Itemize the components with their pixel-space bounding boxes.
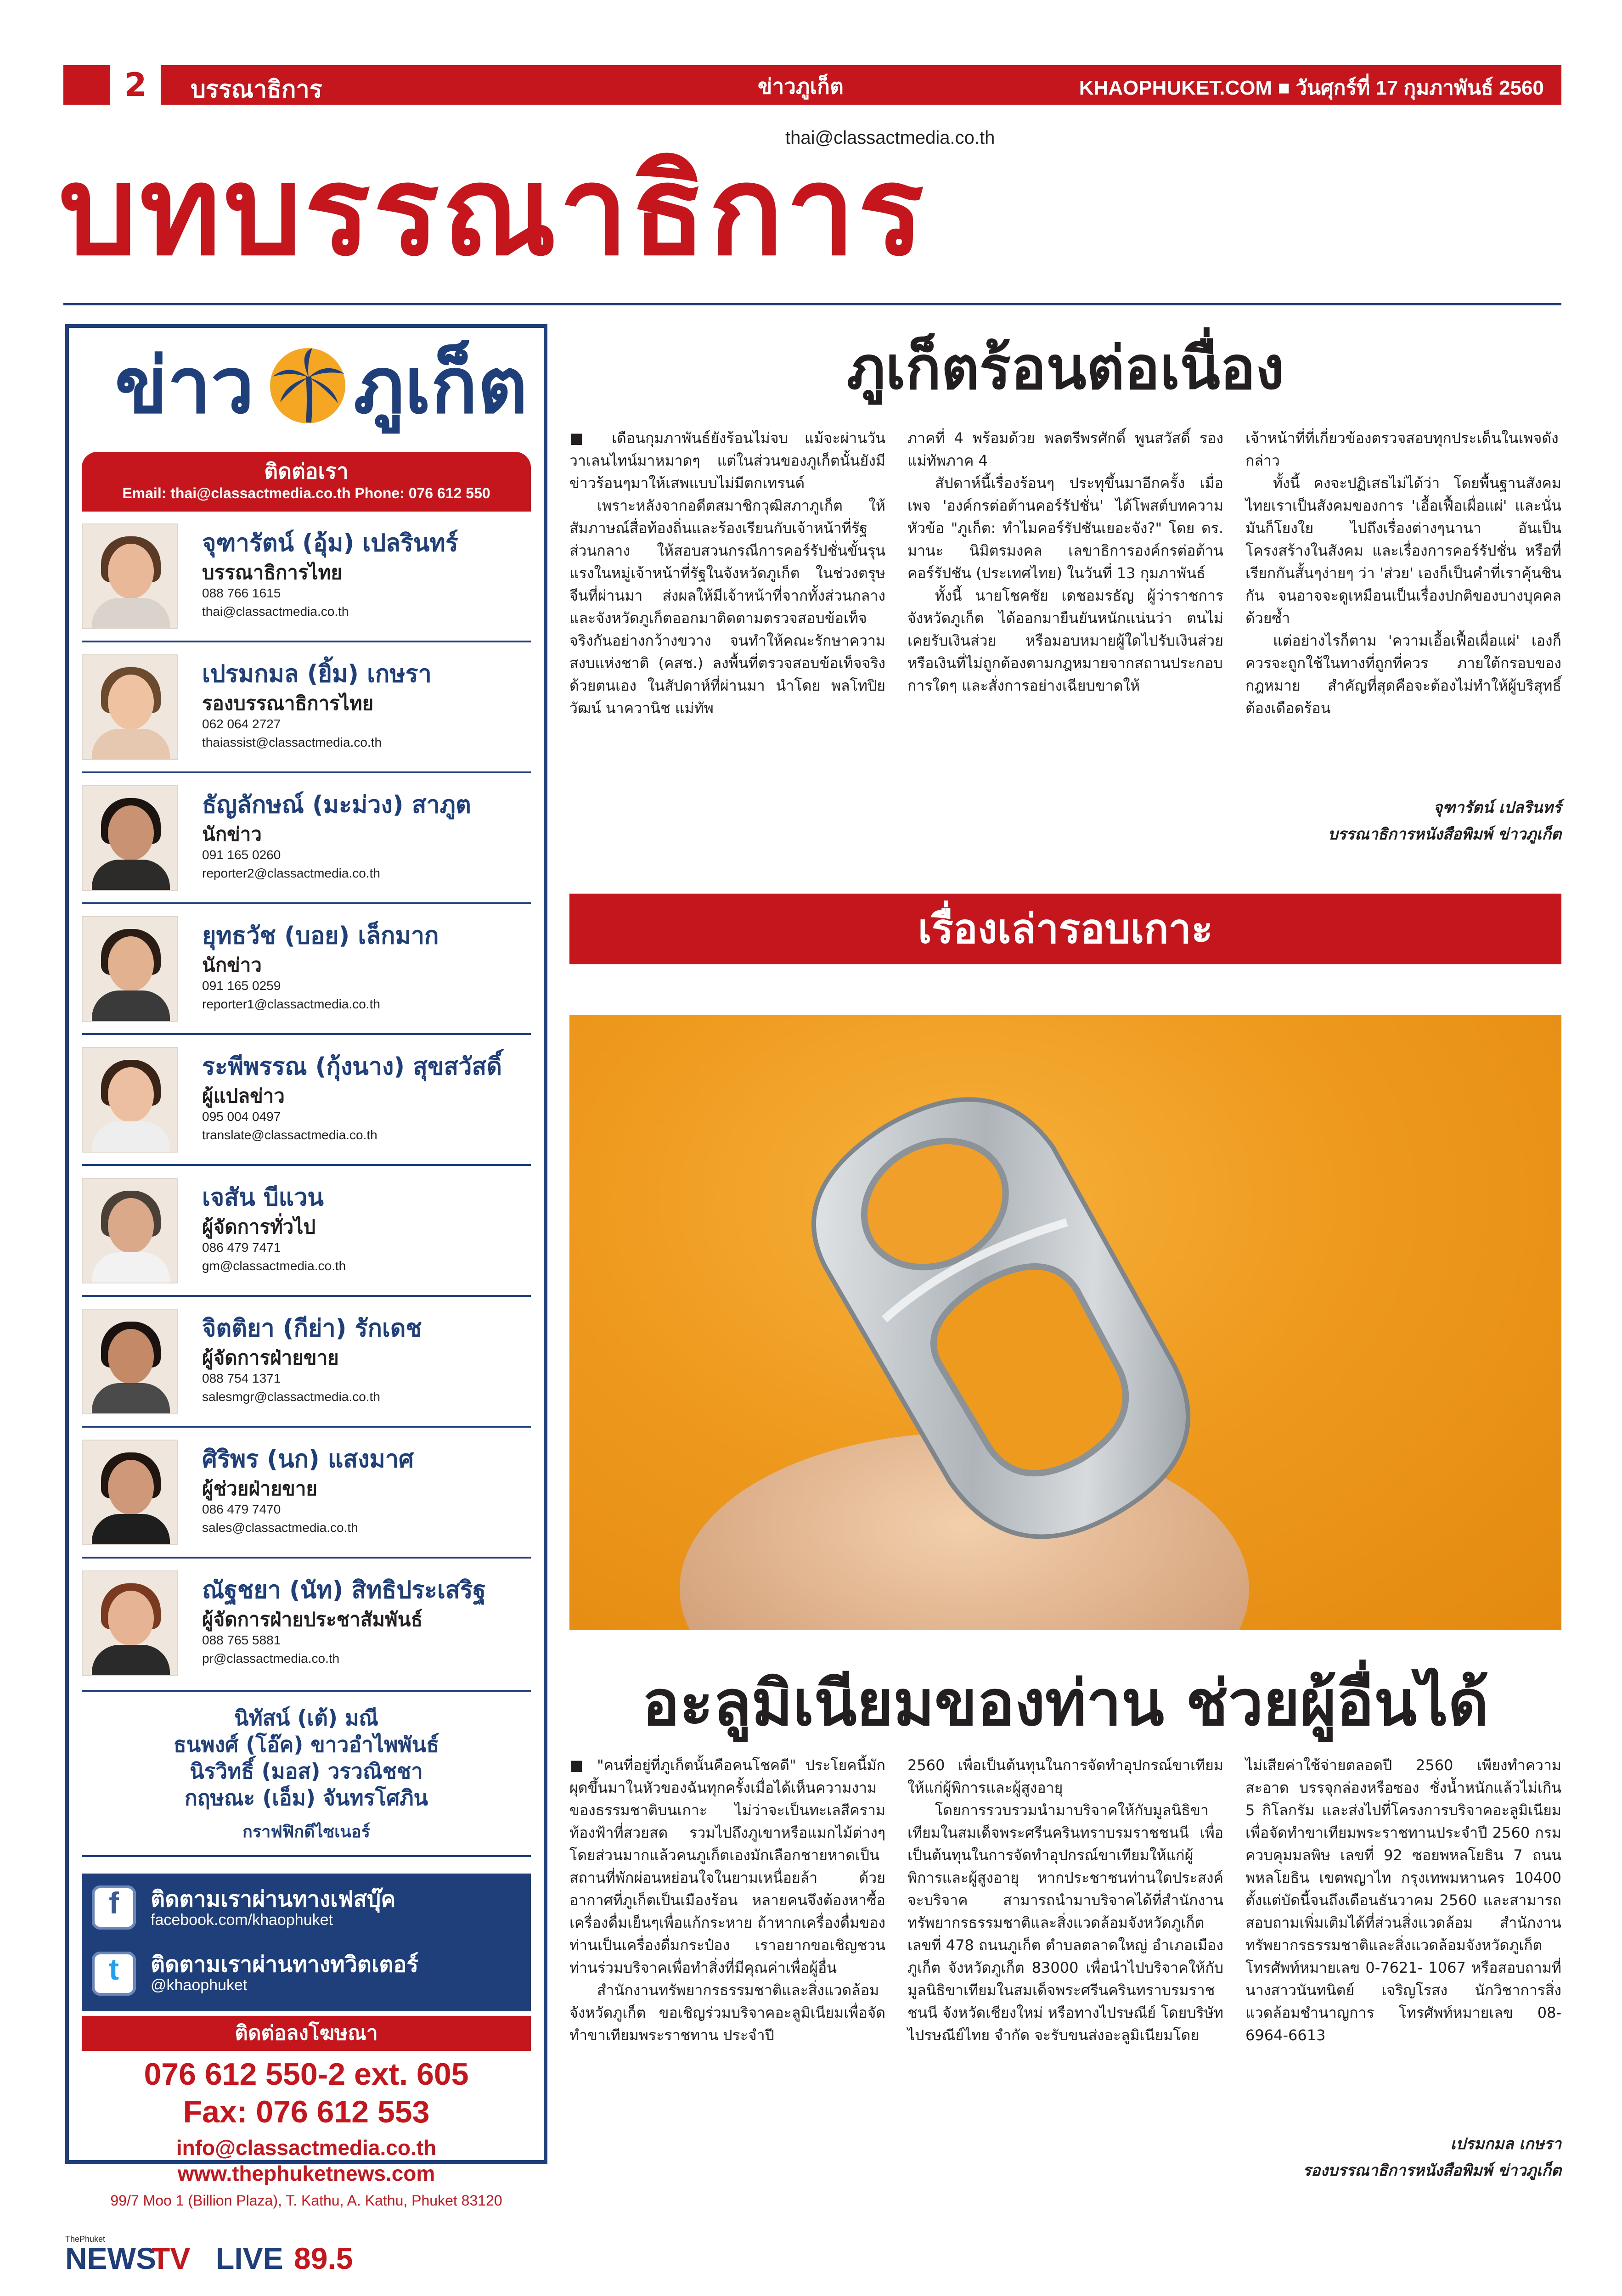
staff-phone: 086 479 7471 [202,1240,281,1255]
story-columns [569,1754,1561,2047]
editorial-signature-role: บรรณาธิการหนังสือพิมพ์ ข่าวภูเก็ต [1328,825,1561,844]
staff-phone: 088 766 1615 [202,586,281,600]
staff-photo [82,1570,178,1676]
staff-role: ผู้แปลข่าว [202,1085,285,1107]
staff-name: ระพีพรรณ (กุ้งนาง) สุขสวัสดิ์ [202,1053,502,1080]
editorial-signature-name: จุฑารัตน์ เปลรินทร์ [1433,799,1561,817]
paragraph: ■ "คนที่อยู่ที่ภูเก็ตนั้นคือคนโชคดี" ประโยคนี้มักผุดขึ้นมาในหัวของฉันทุกครั้งเมื่อได้เห็นความงามของธรรมชาติบนเกาะ ไม่ว่าจะเป็นทะเลสีคราม ท้องฟ้าที่สวยสด รวมไปถึงภูเขาหรือแมกไม้ต่างๆ โดยส่วนมากแล้วคนภูเก็ตเองมักเลือกชายหาดเป็นสถานที่พักผ่อนหย่อนใจในยามเหนื่อยล้า ด้วยอากาศที่ภูเก็ตเป็นเมืองร้อน หลายคนจึงต้องหาซื้อเครื่องดื่มเย็นๆเพื่อแก้กระหาย ถ้าหากเครื่องดื่มของท่านเป็นเครื่องดื่มกระป๋อง เราอยากขอเชิญชวนท่านร่วมบริจาคเพื่อทำสิ่งที่มีคุณค่าเพื่อผู้อื่น [569,1756,885,1976]
section-label: บรรณาธิการ [191,76,322,103]
ads-website[interactable]: www.thephuketnews.com [177,2161,435,2185]
paragraph: สำนักงานทรัพยากรธรรมชาติและสิ่งแวดล้อมจังหวัดภูเก็ต ขอเชิญร่วมบริจาคอะลูมิเนียมเพื่อจัดทำขาเทียมพระราชทาน ประจำปี [569,1981,885,2044]
editorial-column-2 [907,427,1223,720]
staff-photo [82,654,178,760]
staff-photo [82,1047,178,1153]
paragraph: 2560 เพื่อเป็นต้นทุนในการจัดทำอุปกรณ์ขาเทียมให้แก่ผู้พิการและผู้สูงอายุ [907,1756,1223,1796]
staff-phone: 088 765 5881 [202,1633,281,1647]
story-column-1 [569,1754,885,2047]
staff-email[interactable]: translate@classactmedia.co.th [202,1128,377,1142]
khaophuket-logo [115,340,528,432]
staff-phone: 062 064 2727 [202,717,281,731]
paragraph: ทั้งนี้ นายโชคชัย เดชอมรธัญ ผู้ว่าราชการจังหวัดภูเก็ต ได้ออกมายืนยันหนักแน่นว่า ตนไม่เคยรับเงินส่วย หรือมอบหมายผู้ใดไปรับเงินส่วย หรือเงินที่ไม่ถูกต้องตามกฎหมายจากสถานประกอบการใดๆ และสั่งการอย่างเฉียบขาดให้ [907,587,1223,694]
ads-address: 99/7 Moo 1 (Billion Plaza), T. Kathu, A. Kathu, Phuket 83120 [110,2192,502,2209]
staff-role: นักข่าว [202,823,262,845]
designer-name: ธนพงศ์ (โอ๊ค) ขาวอำไพพันธ์ [173,1732,439,1757]
staff-name: ธัญลักษณ์ (มะม่วง) สาภูต [202,791,471,819]
editorial-columns [569,427,1561,720]
site-and-date: KHAOPHUKET.COM ■ วันศุกร์ที่ 17 กุมภาพันธ์ 2560 [1079,77,1544,99]
staff-member [82,1047,541,1174]
staff-divider [82,1295,531,1297]
staff-role: ผู้จัดการทั่วไป [202,1216,316,1238]
page-title: บทบรรณาธิการ [59,140,927,283]
staff-role: ผู้ช่วยฝ่ายขาย [202,1477,318,1500]
palm-sun-icon [266,344,349,427]
staff-email[interactable]: reporter2@classactmedia.co.th [202,866,380,880]
paragraph: โดยการรวบรวมนำมาบริจาคให้กับมูลนิธิขาเทียมในสมเด็จพระศรีนครินทราบรมราชชนนี เพื่อเป็นต้นทุนในการจัดทำอุปกรณ์ขาเทียมให้แก่ผู้พิการและผู้สูงอายุ หากประชาชนท่านใดประสงค์จะบริจาค สามารถนำมาบริจาคได้ที่สำนักงาน ทรัพยากรธรรมชาติและสิ่งแวดล้อมจังหวัดภูเก็ต เลขที่ 478 ถนนภูเก็ต ตำบลตลาดใหญ่ อำเภอเมืองภูเก็ต จังหวัดภูเก็ต 83000 เพื่อนำไปบริจาคให้กับมูลนิธิขาเทียมในสมเด็จพระศรีนครินทราบรมราชชนนี จังหวัดเชียงใหม่ หรือทางไปรษณีย์ โดยบริษัท ไปรษณีย์ไทย จำกัด จะรับขนส่งอะลูมิเนียมโดย [907,1801,1223,2044]
staff-member [82,1309,541,1435]
story-signature-role: รองบรรณาธิการหนังสือพิมพ์ ข่าวภูเก็ต [1302,2161,1561,2180]
staff-email[interactable]: gm@classactmedia.co.th [202,1259,346,1273]
staff-name: ยุทธวัช (บอย) เล็กมาก [202,922,439,950]
twitter-icon[interactable]: t [92,1952,136,1996]
staff-member [82,523,541,650]
designers-role: กราฟฟิกดีไซเนอร์ [242,1823,370,1841]
footer-news-logo: NEWS [65,2241,156,2275]
staff-phone: 088 754 1371 [202,1371,281,1385]
staff-name: เปรมกมล (ยิ้ม) เกษรา [202,660,432,688]
twitter-handle[interactable]: @khaophuket [151,1976,248,1994]
staff-name: จิตติยา (กีย่า) รักเดช [202,1315,422,1342]
logo-word-right: ภูเก็ต [354,341,528,431]
paragraph: ทั้งนี้ คงจะปฏิเสธไม่ได้ว่า โดยพื้นฐานสังคมไทยเราเป็นสังคมของการ 'เอื้อเฟื้อเผื่อแผ่' และนั่นมันก็โยงใย ไปถึงเรื่องต่างๆนานา อันเป็นโครงสร้างในสังคม และเรื่องการคอร์รัปชั่น หรือที่เรียกกันสั้นๆง่ายๆ ว่า 'ส่วย' เองก็เป็นคำที่เราคุ้นชินกัน จนอาจจะดูเหมือนเป็นเรื่องปกติของบางบุคคลด้วยซ้ำ [1245,474,1561,627]
staff-photo [82,1309,178,1414]
paragraph: เจ้าหน้าที่ที่เกี่ยวข้องตรวจสอบทุกประเด็นในเพจดังกล่าว [1245,429,1559,469]
story-section-banner: เรื่องเล่ารอบเกาะ [569,894,1561,964]
story-headline: อะลูมิเนียมของท่าน ช่วยผู้อื่นได้ [642,1667,1489,1740]
staff-divider [82,1426,531,1428]
staff-divider [82,771,531,773]
staff-name: จุฑารัตน์ (อุ้ม) เปลรินทร์ [202,529,458,557]
editorial-column-3 [1245,427,1561,720]
staff-phone: 086 479 7470 [202,1502,281,1516]
paragraph: ไม่เสียค่าใช้จ่ายตลอดปี 2560 เพียงทำความสะอาด บรรจุกล่องหรือซอง ชั่งน้ำหนักแล้วไม่เกิน 5 กิโลกรัม และส่งไปที่โครงการบริจาคอะลูมิเนียมเพื่อจัดทำขาเทียมพระราชทานประจำปี 2560 กรมควบคุมมลพิษ เลขที่ 92 ซอยพหลโยธิน 7 ถนนพหลโยธิน เขตพญาไท กรุงเทพมหานคร 10400 ตั้งแต่บัดนี้จนถึงเดือนธันวาคม 2560 และสามารถสอบถามเพิ่มเติมได้ที่ส่วนสิ่งแวดล้อม สำนักงานทรัพยากรธรรมชาติและสิ่งแวดล้อมจังหวัดภูเก็ต โทรศัพท์หมายเลข 0-7621- 1067 หรือสอบถามที่ นางสาวนันทนิตย์ เจริญโรสง นักวิชาการสิ่งแวดล้อมชำนาญการ โทรศัพท์หมายเลข 08-6964-6613 [1245,1756,1561,2044]
staff-email[interactable]: reporter1@classactmedia.co.th [202,997,380,1011]
staff-email[interactable]: salesmgr@classactmedia.co.th [202,1390,380,1404]
paragraph: เพราะหลังจากอดีตสมาชิกวุฒิสภาภูเก็ต ให้สัมภาษณ์สื่อท้องถิ่นและร้องเรียนกับเจ้าหน้าที่รัฐส่วนกลาง ให้สอบสวนกรณีการคอร์รัปชั่นขั้นรุนแรงในหมู่เจ้าหน้าที่รัฐในจังหวัดภูเก็ต ในช่วงตรุษจีนที่ผ่านมา ส่งผลให้มีเจ้าหน้าที่จากทั้งส่วนกลางและจังหวัดภูเก็ตออกมาติดตามตรวจสอบข้อเท็จจริงกันอย่างกว้างขวาง จนทำให้คณะรักษาความสงบแห่งชาติ (คสช.) ลงพื้นที่ตรวจสอบข้อเท็จจริงด้วยตนเอง ในสัปดาห์ที่ผ่านมา นำโดย พลโทปิยวัฒน์ นาควานิช แม่ทัพ [569,497,885,717]
story-signature-name: เปรมกมล เกษรา [1450,2135,1561,2153]
editor-email[interactable]: thai@classactmedia.co.th [785,128,995,148]
staff-divider [82,1855,531,1857]
staff-divider [82,641,531,642]
staff-member [82,785,541,912]
staff-email[interactable]: thaiassist@classactmedia.co.th [202,735,382,749]
footer-radio-frequency: 89.5 [294,2241,353,2275]
staff-member [82,916,541,1043]
staff-photo [82,1178,178,1283]
staff-phone: 091 165 0260 [202,848,281,862]
page-number: 2 [110,65,161,105]
contact-email-phone: Email: thai@classactmedia.co.th Phone: 076 612 550 [122,485,490,501]
ads-title: ติดต่อลงโฆษณา [82,2016,531,2051]
staff-divider [82,1690,531,1692]
footer-tv-logo: TV [152,2241,191,2275]
staff-photo [82,785,178,891]
story-column-2 [907,1754,1223,2047]
staff-email[interactable]: pr@classactmedia.co.th [202,1651,340,1666]
staff-member [82,654,541,781]
staff-photo [82,916,178,1022]
twitter-title: ติดตามเราผ่านทางทวิตเตอร์ [151,1952,419,1977]
paragraph: ■ เดือนกุมภาพันธ์ยังร้อนไม่จบ แม้จะผ่านวันวาเลนไทน์มาหมาดๆ แต่ในส่วนของภูเก็ตนั้นยังมีข่าวร้อนๆมาให้เสพแบบไม่มีตกเทรนด์ [569,429,885,492]
staff-name: ศิริพร (นก) แสงมาศ [202,1446,414,1473]
staff-phone: 095 004 0497 [202,1109,281,1124]
story-column-3 [1245,1754,1561,2047]
staff-role: บรรณาธิการไทย [202,561,342,584]
staff-email[interactable]: sales@classactmedia.co.th [202,1520,358,1535]
facebook-title: ติดตามเราผ่านทางเฟสบุ๊ค [151,1886,396,1912]
ads-fax: Fax: 076 612 553 [183,2094,430,2129]
footer-live-logo: LIVE [216,2241,283,2275]
staff-role: ผู้จัดการฝ่ายขาย [202,1346,339,1369]
facebook-handle[interactable]: facebook.com/khaophuket [151,1911,333,1929]
editorial-column-1 [569,427,885,720]
staff-role: นักข่าว [202,954,262,976]
staff-divider [82,1557,531,1559]
staff-photo [82,1440,178,1545]
staff-email[interactable]: thai@classactmedia.co.th [202,604,349,619]
ads-email[interactable]: info@classactmedia.co.th [176,2136,437,2160]
staff-divider [82,1164,531,1166]
logo-word-left: ข่าว [115,341,254,431]
staff-divider [82,902,531,904]
designer-name: กฤษณะ (เอ็ม) จันทรโศภิน [184,1785,428,1810]
title-rule [63,303,1561,305]
paragraph: แต่อย่างไรก็ตาม 'ความเอื้อเฟื้อเผื่อแผ่' เองก็ควรจะถูกใช้ในทางที่ถูกที่ควร ภายใต้กรอบของกฎหมาย สำคัญที่สุดคือจะต้องไม่ทำให้ผู้บริสุทธิ์ต้องเดือดร้อน [1245,632,1561,717]
staff-name: เจสัน บีแวน [202,1184,324,1211]
staff-phone: 091 165 0259 [202,979,281,993]
designer-name: นิรวิทธิ์ (มอส) วรวณิชชา [190,1759,423,1784]
paragraph: สัปดาห์นี้เรื่องร้อนๆ ประทุขึ้นมาอีกครั้ง เมื่อเพจ 'องค์กรต่อต้านคอร์รัปชั่น' ได้โพสต์บทความหัวข้อ "ภูเก็ต: ทำไมคอร์รัปชันเยอะจัง?" โดย ดร. มานะ นิมิตรมงคล เลขาธิการองค์กรต่อต้านคอร์รัปชัน (ประเทศไทย) ในวันที่ 13 กุมภาพันธ์ [907,474,1223,582]
can-pull-tab-photo [569,1015,1561,1630]
editorial-headline: ภูเก็ตร้อนต่อเนื่อง [846,334,1284,403]
footer-brand-small: ThePhuket [65,2234,106,2244]
staff-divider [82,1033,531,1035]
staff-member [82,1178,541,1305]
facebook-icon[interactable]: f [92,1885,136,1930]
staff-role: ผู้จัดการฝ่ายประชาสัมพันธ์ [202,1608,423,1631]
social-panel [82,1874,531,2011]
paragraph: ภาคที่ 4 พร้อมด้วย พลตรีพรศักดิ์ พูนสวัสดิ์ รองแม่ทัพภาค 4 [907,429,1223,469]
ads-phone: 076 612 550-2 ext. 605 [144,2057,469,2092]
contact-title: ติดต่อเรา [264,459,349,484]
staff-name: ณัฐชยา (นัท) สิทธิประเสริฐ [202,1576,486,1604]
staff-photo [82,523,178,629]
staff-member [82,1570,541,1697]
staff-role: รองบรรณาธิการไทย [202,692,374,715]
designer-name: นิทัสน์ (เต้) มณี [234,1705,378,1730]
header-logo-text: ข่าวภูเก็ต [758,74,844,99]
staff-member [82,1440,541,1566]
